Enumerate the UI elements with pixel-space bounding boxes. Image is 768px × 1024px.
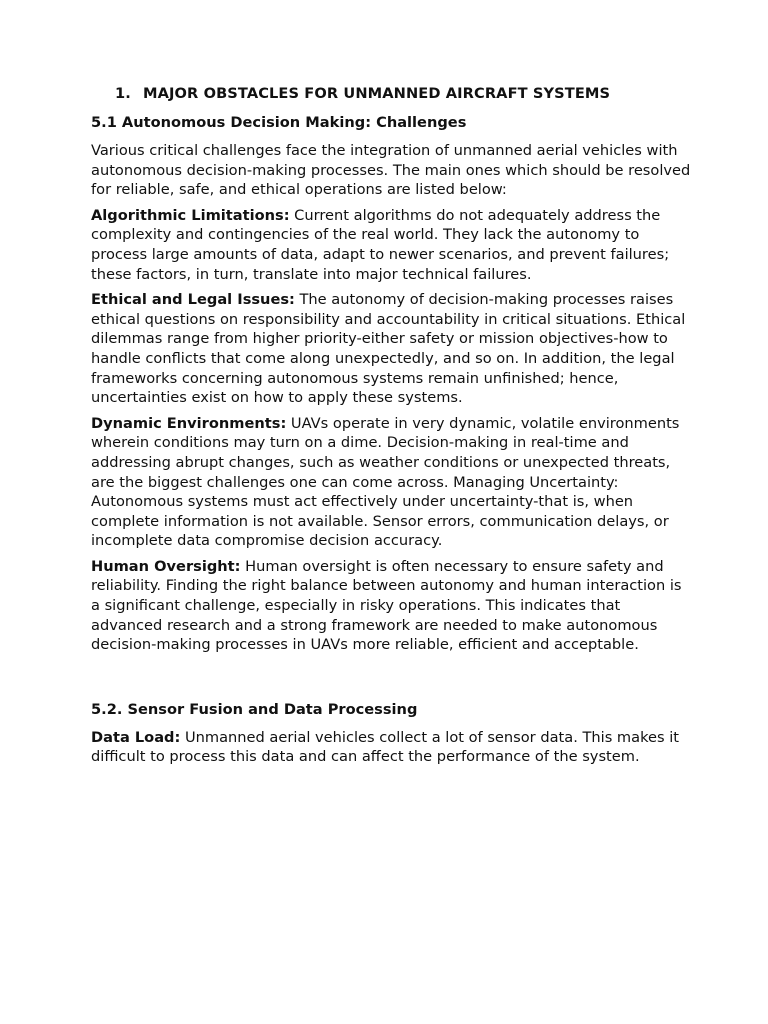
paragraph-data-load xyxy=(91,728,691,767)
section-5-1-intro: Various critical challenges face the integration of unmanned aerial vehicles with autonomous decision-making processes. The main ones which should be resolved for reliable, safe, and ethical operations are listed below: xyxy=(91,142,691,199)
section-5-1-title: 5.1 Autonomous Decision Making: Challenges xyxy=(91,114,467,131)
chapter-title: MAJOR OBSTACLES FOR UNMANNED AIRCRAFT SYSTEMS xyxy=(143,85,611,102)
paragraph-text: Unmanned aerial vehicles collect a lot of sensor data. This makes it difficult to process this data and can affect the performance of the system. xyxy=(91,728,680,766)
document-page xyxy=(91,82,691,767)
paragraph-human-oversight xyxy=(91,557,691,655)
paragraph-label: Human Oversight: xyxy=(91,557,241,575)
paragraph-label: Data Load: xyxy=(91,728,181,746)
section-5-2-title: 5.2. Sensor Fusion and Data Processing xyxy=(91,700,418,718)
paragraph-text: UAVs operate in very dynamic, volatile environments wherein conditions may turn on a dime. Decision-making in real-time and addressing abrupt changes, such as weather conditions or unexpected threats, are the biggest challenges one can come across. Managing Uncertainty: Autonomous systems must act effectively under uncertainty-that is, when complete information is not available. Sensor errors, communication delays, or incomplete data compromise decision accuracy. xyxy=(91,414,680,550)
paragraph-ethical-legal-issues xyxy=(91,290,691,408)
chapter-number: 1. xyxy=(115,85,131,102)
paragraph-label: Ethical and Legal Issues: xyxy=(91,291,295,309)
paragraph-dynamic-environments xyxy=(91,414,691,551)
chapter-heading xyxy=(115,82,691,106)
paragraph-label: Algorithmic Limitations: xyxy=(91,206,290,224)
paragraph-label: Dynamic Environments: xyxy=(91,414,287,432)
section-spacer xyxy=(91,655,691,693)
paragraph-text: Human oversight is often necessary to ensure safety and reliability. Finding the right balance between autonomy and human interaction is a significant challenge, especially in risky operations. This indicates that advanced research and a strong framework are needed to make autonomous decision-making processes in UAVs more reliable, efficient and acceptable. xyxy=(91,557,682,654)
paragraph-algorithmic-limitations xyxy=(91,206,691,284)
paragraph-text: The autonomy of decision-making processes raises ethical questions on responsibility and accountability in critical situations. Ethical dilemmas range from higher priority-either safety or mission objectives-how to handle conflicts that come along unexpectedly, and so on. In addition, the legal frameworks concerning autonomous systems remain unfinished; hence, uncertainties exist on how to apply these systems. xyxy=(91,291,686,407)
paragraph-text: Current algorithms do not adequately address the complexity and contingencies of the real world. They lack the autonomy to process large amounts of data, adapt to newer scenarios, and prevent failures; these factors, in turn, translate into major technical failures. xyxy=(91,206,670,283)
